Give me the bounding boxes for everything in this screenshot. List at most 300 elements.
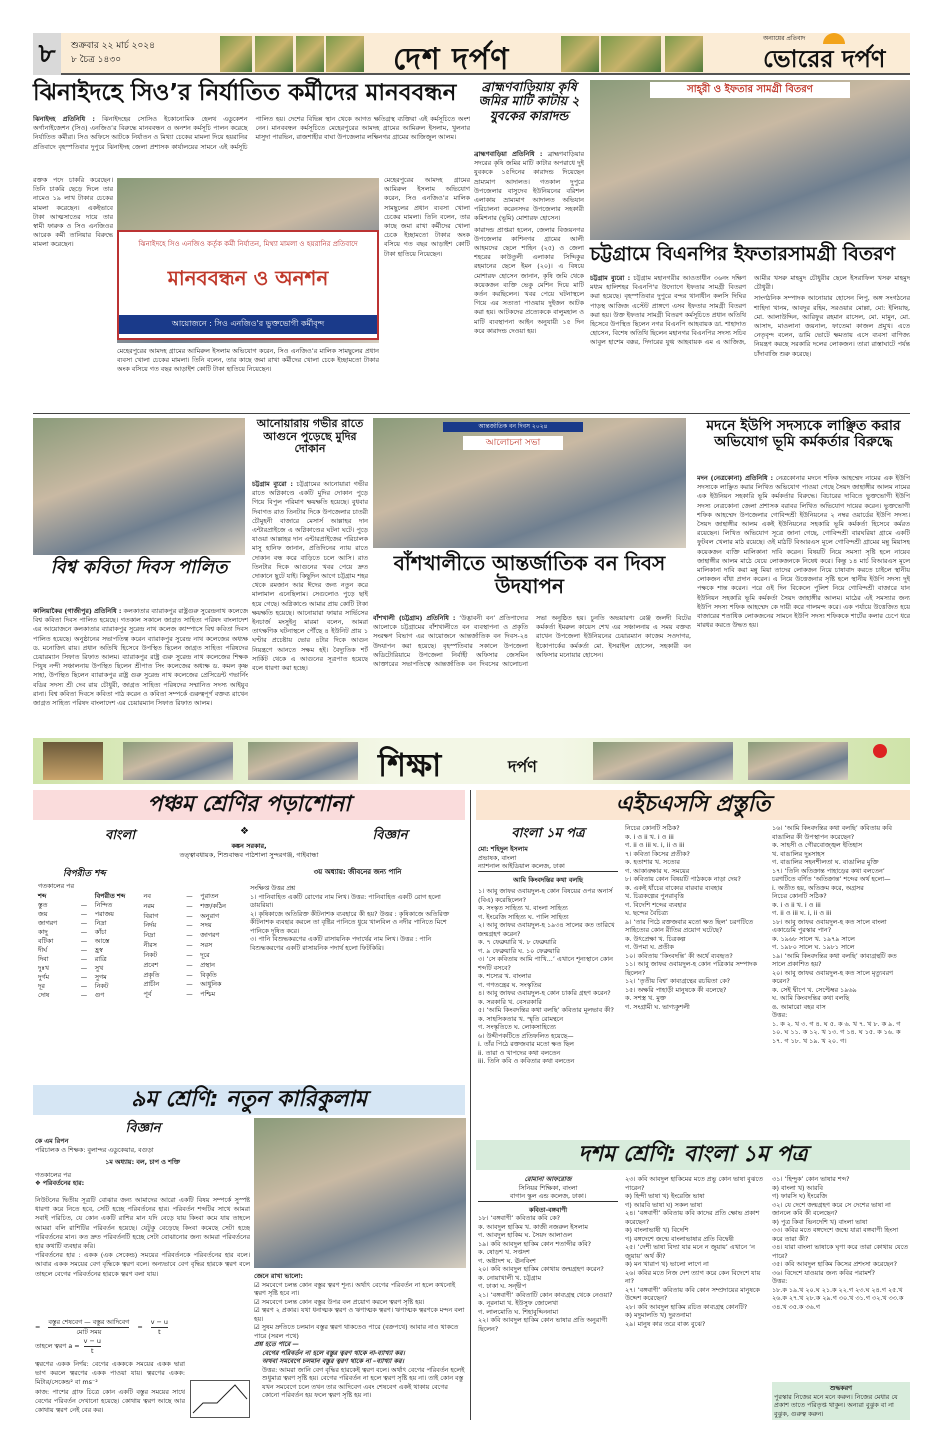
list-item: ক. সাহসী ও গৌরবোজ্জ্বল ইতিহাস [772, 841, 863, 849]
list-item: ২৪। ‘বঙ্গবাণী’ কবিতায় কবি কাদের প্রতি ক্ষোভ প্রকাশ করেছেন? [625, 1209, 760, 1226]
anowara-headline: আনোয়ারায় গভীর রাতে আগুনে পুড়েছে মুদির দোকান [256, 417, 364, 456]
header-photo [561, 36, 599, 72]
list-item: ১৮। ‘বঙ্গবাণী’ কবিতার কবি কে? [478, 1214, 560, 1222]
point-title: পরিবর্তনের হার: [42, 1179, 85, 1187]
formula-denominator: মোট সময় [76, 1327, 102, 1336]
list-item: ৩১। ‘হিন্দুক’ কোন ভাষার শব্দ? [772, 1175, 850, 1183]
list-item: গ) আরবি ভাষা ঘ) সকল ভাষা [625, 1200, 703, 1209]
list-item: ৯। ‘তার পিঠে রক্তজবার মতো ক্ষত ছিল’ চরণটিতে সাহিত্যের কোন রীতির প্রয়োগ ঘটেছে? [625, 917, 754, 934]
class5-author [33, 842, 465, 860]
science-section [250, 866, 465, 952]
subject-title: বাংলা ১ম পত্র [511, 826, 585, 841]
header-photo [255, 36, 293, 72]
table-cell: সুখ [94, 964, 104, 972]
table-cell: রাত্রি [94, 955, 107, 963]
subject-science: বিজ্ঞান [125, 1121, 161, 1136]
list-item: ১৮। আবু জাফর ওবায়দুল-হ কত সালে বাংলা একাডেমি পুরস্কার পান? [772, 917, 887, 934]
article-paragraph: ব্রাহ্মণবাড়িয়ার সদরের কৃষি জমির মাটি কাটার অপরাধে দুই যুবককে ১৫দিনের কারাদন্ড দিয়েছেন ভ্রাম্যমাণ আদালত। গতকাল দুপুরে উপজেলার বাসুদেব ইউনিয়নের বরিশল এলাকায় ভ্রাম্যমাণ আদালত অভিযান পরিচালনা করেনসদর উপজেলার সহকারী কমিশনার (ভূমি) মোশারফ হোসেন। [474, 150, 584, 223]
dateline: চট্টগ্রাম ব্যুরো : [252, 480, 293, 488]
antonym-table [38, 892, 138, 1000]
table-cell: আস্তে [94, 937, 110, 945]
topic-title: আমি কিংবদন্তির কথা বলছি [513, 875, 583, 884]
dash: — [186, 941, 193, 950]
dash: — [186, 911, 193, 920]
list-item: গ) বঙ্গদেশে জন্মে বাংলাভাষার প্রতি বিদ্বেষী [625, 1234, 734, 1243]
divider [33, 413, 910, 414]
table-cell: নির্দয় [143, 921, 157, 930]
dash: — [80, 955, 88, 963]
class9-photo [254, 1118, 466, 1268]
mcq-list [772, 1175, 910, 1311]
table-cell: জাগরণ [200, 931, 220, 940]
list-item: ৮। কবিতায় কোন বিষয়টি পাঠককে নাড়া দেয়? [625, 875, 741, 883]
banner-title: শিক্ষা [378, 746, 442, 784]
table-cell: শক্ত/কঠিন [200, 901, 226, 910]
table-cell: বিকৃতি [200, 970, 217, 979]
list-item: ঙ. আমারো বহর বাস [772, 1002, 826, 1011]
list-item: ১৯। ‘আমি কিংবদন্তির কথা বলছি’ কাব্যগ্রন্থটি কত সালে প্রকাশিত হয়? [772, 951, 897, 968]
dash: — [186, 931, 193, 940]
list-item: ২৬। কবির মতে নিজ দেশ ত্যাগ করে কেন বিদেশে যায় না? [625, 1268, 761, 1285]
list-item: গ. অষ্টাদশ ঘ. ঊনবিংশ [478, 1256, 536, 1265]
dateline: বাঁশখালী (চট্টগ্রাম) প্রতিনিধি : [373, 614, 456, 622]
list-item: ক. একই ধাঁচের বাক্যের বারবার ব্যবহার [625, 883, 723, 892]
article-paragraph: নেত্রকোনার মদনে শফিক আহম্মেদ নামের এক ইউপি সদস্যকে লাঞ্ছিত করার লিখিত অভিযোগ পাওয়া গেছে সৈয়দ জাহাঙ্গীর আলম নামের এক ইউনিয়ন সহকারি ভূমি কর্মকর্তার বিরুদ্ধে। বিচারের দাবিতে ভুক্তভোগী ইউপি সদস্য নেত্রকোনা জেলা প্রশাসক বরাবর লিখিত অভিযোগ দায়ের করেন। ভুক্তভোগী শফিক আহম্মেদ উপজেলার গোবিন্দশ্রী ইউনিয়নের ২ নম্বর ওয়ার্ডের ইউপি সদস্য। সৈয়দ জাহাঙ্গীর আলম একই ইউনিয়নের সহকারি ভূমি কর্মকর্তা হিসেবে কর্মরত রয়েছেন। লিখিত অভিযোগ সূত্রে জানা গেছে, গোবিন্দশ্রী বারঘরিয়া গ্রামে একটি ফুটবল খেলার মাঠ রয়েছে। ওই মাঠটি বিআরএস মূলে গোবিন্দশ্রী গ্রামের মন্নু মিয়াসহ কয়েকজন ব্যক্তি মালিকানা দাবি করেন। বিষয়টি নিয়ে সমস্যা সৃষ্টি হলে নায়েব জাহাঙ্গীর আলম মাঠে যেয়ে লোকজনকে নিষেধ করে। কিন্তু ১৪ মার্চ বিআরএস মূলে মালিকানা দাবি করা মন্নু মিয়া তাদের লোকজন নিয়ে চাষাবাদ করতে চাইলে স্থানীয় লোকজন বাঁধা প্রদান করেন। এ নিয়ে উত্তেজনার সৃষ্টি হলে স্থানীয় ইউপি সদস্য দুই পক্ষকে শান্ত করেন। পরে ওই দিন বিকেলে পুলিশ নিয়ে গোবিন্দশ্রী বাজারে যান ইউনিয়ন সহকারি ভূমি কর্মকর্তা সৈয়দ জাহাঙ্গীর আলম। মাঠের এই সমস্যার জন্য ইউপি সদস্য শফিক আহম্মেদ কে দায়ী করে গালমন্দ করে। এক পর্যায়ে উত্তেজিত হয়ে বাজারের শতাধিক লোকজনের সামনে ইউপি সদস্য শফিককে শার্টের কলার চেপে ধরে মারধর করতে উদ্ধত হয়। [697, 474, 910, 630]
table-cell: প্রস্থান [200, 960, 215, 969]
list-item: গ. ঢাকা ঘ. সন্দ্বীপ [478, 1282, 527, 1290]
list-item: ৩২। যে দেশে জন্মগ্রহণ করে সে দেশের ভাষা না জানলে কবি কী বলেছেন? [772, 1200, 891, 1217]
banner-line: মানববন্ধন ও অনশন [167, 266, 329, 290]
header-photo [296, 36, 324, 72]
list-item: ২। আবু জাফর ওবায়দুল-হ ১৯৩৪ সালের কত তারিখে জন্মগ্রহণ করেন? [478, 921, 615, 938]
list-item: অথবা সমবেগে চলমান বস্তুর ত্বরণ থাকে না –ব্যাখ্যা কর। [262, 1357, 404, 1365]
list-item: ☑ সমবেগে চলন্ত কোন বস্তুর উপর বল প্রয়োগ করলে ত্বরণ সৃষ্টি হয়। [254, 1297, 425, 1306]
banner-photo [748, 742, 848, 780]
dateline: কালিয়াকৈর (গাজীপুর) প্রতিনিধি : [33, 607, 122, 615]
table-cell: নিকট [143, 950, 158, 959]
list-item: গ. আবদুল হাকিম ঘ. সৈয়দ আলাওল [478, 1231, 573, 1239]
modon-article [697, 474, 910, 735]
logo-text: ভোরের দর্পণ [763, 45, 886, 73]
subject-bangla: বাংলা [104, 828, 136, 843]
list-item: গ. ii ও iii ঘ. i, ii ও iii [625, 841, 685, 849]
list-item: ১৯। কবি আবদুল হাকিম কোন শতাব্দীর কবি? [478, 1239, 592, 1248]
banner-photo [248, 742, 358, 780]
list-item: ক. শস্যের খ. বাংলার [478, 972, 532, 980]
forest-day-article [373, 614, 691, 735]
list-item: ক. নোয়াখালী খ. চট্টগ্রাম [478, 1273, 542, 1282]
hsc-title: এইচএসসি প্রস্তুতি [476, 790, 910, 820]
photo-banner-text: আন্তর্জাতিক বন দিবস ২০২৪ [443, 422, 583, 432]
photo-banner-text: আলোচনা সভা [463, 436, 563, 450]
answer-text: উত্তর: আমরা জানি বেগ বৃদ্ধির হারকেই ত্বরণ বলে। অর্থাৎ বেগের পরিবর্তন হলেই শুধুমাত্র ত্বরণ সৃষ্টি হয়। বেগের পরিবর্তন না হলে ত্বরণ সৃষ্টি হয় না। তাই কোন বস্তু যখন সমবেগে চলে তখন তার আদিবেগ এবং শেষবেগ একই থাকায় বেগের কোনো পরিবর্তন হয় ফলে ত্বরণ সৃষ্টি হয় না। [262, 1365, 465, 1399]
dash: — [80, 964, 88, 972]
class9-body [35, 1196, 250, 1316]
list-item: ২৯। মানুষ কার তরে বাক্য বুঝে? [625, 1319, 706, 1328]
list-item: ক) বাংলা খ) আরবি [772, 1183, 823, 1192]
table-cell: নিদ্রা [143, 931, 156, 940]
list-item: গ. গণতন্ত্রের ঘ. সংস্কৃতির [478, 980, 542, 989]
section-title: দেশ দর্পণ [393, 42, 510, 77]
table-cell: জয় [38, 910, 48, 918]
author-school: বাগান স্কুল এন্ড কলেজ, ঢাকা। [478, 1192, 618, 1202]
fact-list [254, 1281, 466, 1341]
question-list [254, 1349, 466, 1366]
list-item: ক. সশস্ত্র খ. মুক্ত [625, 994, 666, 1002]
dash: — [186, 892, 193, 900]
list-item: ৩৩। কবির মতে বঙ্গদেশে জন্মে যারা বঙ্গবাণী হিংসা করে তারা কী? [772, 1226, 899, 1243]
list-item: ১৮.ক ১৯.খ ২০.ঘ ২১.ক ২২.গ ২৩.ঘ ২৪.গ ২৫.খ ২৬.ক ২৭.খ ২৮.ক ২৯.গ ৩০.খ ৩১.গ ৩২.খ ৩৩.ক ৩৪.খ ৩৫.ক ৩৬.গ [772, 1285, 904, 1311]
list-item: ১। পানিবাহিত একটি রোগের নাম লিখ। উত্তর: পানিবাহিত একটি রোগ হলো ডায়রিয়া। [250, 892, 441, 909]
list-item: উত্তর: [772, 1277, 788, 1285]
list-item: ২১। ‘বঙ্গবাণী’ কবিতাটি কোন কাব্যগ্রন্থ থেকে নেওয়া? [478, 1290, 613, 1299]
article-paragraph: চট্টগ্রাম মহানগরীর আওতাধীন ৩৬নং দক্ষিণ মধ্যম হালিশহর বিএনপি'র উদ্যোগে ইফতার সামগ্রী বিতরণ করা হয়েছে। বৃহস্পতিবার দুপুরে বন্দর থানাধীন কলসি দিঘির পাড়স্থ আজিজ এস্টেট প্রাঙ্গণে এসব ইফতার সামগ্রী বিতরণ করা হয়। উক্ত ইফতার সামগ্রী বিতরণ কর্মসূচিতে প্রধান অতিথি হিসেবে উপস্থিত ছিলেন নগর বিএনপি আহবায়ক ডা. শাহাদাত হোসেন, বিশেষ অতিথি ছিলেন মহানগর বিএনপির সদস্য সচিব আবুল হাশেম বক্কর, দিদারের যুগ্ম আহবায়ক এম এ আজিজ, আমীর খসরু মাহমুদ চৌধুরীর ছেলে ইসরাফিল খসরু মাহমুদ চৌধুরী। [590, 274, 910, 347]
list-item: ৩৪। যারা বাংলা ভাষাকে ঘৃণা করে তারা কোথায় যেতে পারে? [772, 1243, 909, 1260]
list-item: ক. সাহসিকতার খ. স্মৃতি রোমন্থনে [478, 1014, 564, 1023]
header-photo [326, 36, 364, 72]
page-header [33, 33, 910, 75]
antonym-section [38, 866, 243, 1000]
forest-day-headline: বাঁশখালীতে আন্তর্জাতিক বন দিবস উদযাপন [393, 551, 666, 598]
table-cell: দোষ [38, 991, 50, 999]
dash: — [80, 946, 88, 954]
list-item: গ. ইংরেজি সাহিত্য ঘ. পালি সাহিত্য [478, 912, 569, 921]
list-item: গ. ii ও iii ঘ. i, ii ও iii [772, 909, 832, 917]
good-to-know [254, 1272, 466, 1400]
ctg-headline: চট্টগ্রামে বিএনপির ইফতারসামগ্রী বিতরণ [590, 243, 896, 265]
lead-article-intro [33, 115, 470, 175]
table-cell: সরস [200, 941, 213, 950]
table-cell: প্রকৃতি [143, 970, 160, 979]
list-item: বেগের পরিবর্তন না হলে বস্তুর ত্বরণ থাকে না-ব্যাখ্যা কর। [262, 1348, 405, 1357]
poetry-day-photo [33, 418, 245, 555]
list-item: i. তাঁর পিঠে রক্তজবার মতো ক্ষত ছিল [478, 1040, 574, 1048]
table-cell: আধুনিক [200, 980, 222, 989]
brahmanbaria-headline: ব্রাহ্মণবাড়িয়ায় কৃষি জমির মাটি কাটায় ২ যুবকের কারাদন্ড [478, 79, 580, 123]
list-item: নিচের কোনটি সঠিক? [625, 824, 680, 832]
list-item: ক) হিন্দী ভাষা খ) ইংরেজি ভাষা [625, 1192, 705, 1200]
list-item: গ. ১৯৮০ সালে ঘ. ১৯৮১ সালে [772, 943, 855, 951]
graph-line [191, 1381, 249, 1417]
subject-science: বিজ্ঞান [372, 828, 408, 843]
banner-photo [123, 742, 233, 780]
article-paragraph: কলকাতার ব্যারাকপুর রাষ্ট্রগুরু সুরেন্দ্রনাথ কলেজে বিশ্ব কবিতা দিবস পালিত হয়েছে। গতকাল সকালে জাগ্রত সাহিত্য পরিষদ বাংলাদেশ এর আয়োজনে কলকাতার ব্যারাকপুর সুরেন্দ্র নাথ কলেজ ক্যাম্পাসে বিশ্ব কবিতা দিবস পালিত হয়েছে। অনুষ্ঠানের সভাপতিত্ব করেন ব্যারাকপুর সুরেন্দ্র নাথ কলেজের অধ্যক্ষ ড. মনোজিৎ রায়। প্রধান অতিথি হিসেবে উপস্থিত ছিলেন জাগ্রত সাহিত্য পরিষদের চেয়ারম্যান সিফাত রিফাত আলম। ব্যারাকপুর রাষ্ট্র গুরু সুরেন্দ্র নাথ কলেজের শিক্ষক পিযুষ নন্দী সঞ্চালনায় উপস্থিত ছিলেন শ্রীপাত সিং কলেজের অধ্যক্ষ ড. কমল কৃষ্ণ সাহা, উপস্থিত ছিলেন ব্যারাকপুর রাষ্ট্র গুরু সুরেন্দ্র নাথ কলেজের প্রেসিডেন্ট গভার্নিং বডির সদস্য শ্রী দেব রায় চৌধুরী, জাগ্রত সাহিত্য পরিষদের সম্মানিত সদস্য আইয়ুব রানা। বিশ্ব কবিতা দিবসে কবিতা পাঠ করেন ও কবিতা সম্পর্কে গুরুত্বপূর্ণ বক্তব্য রাখেন জাগ্রত সাহিত্য পরিষদ বাংলাদেশ এর চেয়ারম্যান সিফাত রিফাত আলম। [33, 607, 248, 708]
table-cell: অনুরাগ [200, 911, 220, 920]
article-paragraph: কারাদন্ড প্রাপ্তরা হলেন, জেলার বিজয়নগর উপজেলার কাশিনগর গ্রামের আলী আহমদের ছেলে শাহিন (২৫) ও জেলা শহরের কাউতুলী এলাকার সিদ্দিকুর রহমানের ছেলে ইমন (২০)। এ বিষয়ে মোশারফ হোসেন জানান, কৃষি জমি থেকে কয়েকজন ব্যক্তি ভেকু মেশিন দিয়ে মাটি কর্তন করছিলেন। খবর পেয়ে ঘটনাস্থলে গিয়ে এর সত্যতা পাওয়ায় দুইজন আটক করা হয়। আটকদের প্রত্যেককে বালুমহাল ও মাটি ব্যবস্থাপনা আইন অনুযায়ী ১৫ দিন করে কারাদন্ড দেওয়া হয়। [474, 225, 584, 335]
dash: — [186, 901, 193, 910]
lead-article-col [117, 347, 379, 399]
dateline: ঝিনাইদহ প্রতিনিধি : [33, 115, 95, 123]
list-item: ক. সরকারি খ. বেসরকারি [478, 997, 542, 1006]
newspaper-logo [763, 35, 886, 81]
class9-title: ৯ম শ্রেণি: নতুন কারিকুলাম [33, 1085, 465, 1115]
dash: — [186, 990, 193, 999]
list-item: গ. বিদেশি শব্দের ব্যবহার [625, 900, 687, 909]
list-item: ক. ষোড়শ খ. সপ্তদশ [478, 1248, 530, 1256]
article-paragraph: মেহেরপুরের আমদহ গ্রামের আমিরুল ইসলাম অভিযোগ করেন, সিও এনজিও’র মালিক সামছুলের প্রধান ব্যবসা খোলা চেকের মামলা। তিনি বলেন, তার কাছে জমা রাখা কর্মীদের খোলা চেকে ইচ্ছামতো টাকার অংক বসিয়ে গত বছর আড়াইশ কোটি টাকা হাতিয়ে নিয়েছেন। [384, 176, 470, 258]
table-cell: নরম [143, 901, 155, 910]
class9-author [35, 1137, 250, 1188]
author-role: পরিচালক ও শিক্ষক: বুলান্দর এডুকেয়ার, বগুড়া [35, 1145, 154, 1154]
list-item: ৩৬। বিদেশে যাওয়ার জন্য কবির পরামর্শ? [772, 1268, 875, 1277]
issue-date [71, 39, 155, 67]
table-cell: হ্রস্ব [94, 946, 103, 954]
class9-body [35, 1360, 185, 1422]
logo-tagline: অন্যায়ের প্রতিবাদ [763, 35, 806, 42]
table-cell: বিরাগ [143, 911, 159, 920]
dash: — [186, 980, 193, 989]
table-cell: বটিকা [38, 937, 54, 945]
poetry-day-article [33, 607, 248, 735]
list-item: ১২। ‘তৃতীয় বিশ্ব’ কাব্যগ্রন্থের রচয়িতা কে? [625, 977, 731, 985]
list-item: ক. i ও ii খ. i ও iii [625, 832, 674, 841]
dash: — [80, 973, 88, 981]
list-item: ৩। পানি বিশুদ্ধকরণের একটি রাসায়নিক পদার্থের নাম লিখ। উত্তর : পানি বিশুদ্ধকরণের একটি রাসায়নিক পদার্থ হলো ফিটকিরি। [250, 935, 432, 952]
list-item: ২২। কবি আবদুল হাকিম কোন ভাষার প্রতি অনুরাগী ছিলেন? [478, 1316, 608, 1333]
list-item: ক. হতাশার খ. সত্যের [625, 858, 680, 866]
list-item: ২। কৃষিকাজে অতিরিক্ত কীটনাশক ব্যবহারে কী হয়? উত্তর : কৃষিকাজে অতিরিক্ত কীটনাশক ব্যবহার করলে তা বৃষ্টির পানিতে ধুয়ে খালবিল ও নদীর পানিতে মিশে পানিকে দূষিত করে। [250, 909, 450, 935]
class10-col1 [478, 1175, 618, 1333]
class10-title: দশম শ্রেণি: বাংলা ১ম পত্র [476, 1140, 910, 1170]
section-label: প্রশ্ন হতে পারে — [254, 1340, 299, 1348]
dash: — [186, 970, 193, 979]
dash: — [80, 910, 88, 918]
header-photo [665, 36, 703, 72]
table-cell: গুণ [94, 991, 105, 999]
list-item: গ. লালমোতি ঘ. শিহাবুদ্দিননামা [478, 1307, 559, 1316]
list-item: ২০। কবি আবদুল হাকিম কোথায় জন্মগ্রহণ করেন? [478, 1265, 604, 1273]
article-paragraph: মেহেরপুরের আমদহ গ্রামের আমিরুল ইসলাম অভিযোগ করেন, সিও এনজিও’র মালিক সামছুলের প্রধান ব্যবসা খোলা চেকের মামলা। তিনি বলেন, তার কাছে জমা রাখা কর্মীদের খোলা চেকে ইচ্ছামতো টাকার অংক বসিয়ে গত বছর আড়াইশ কোটি টাকা হাতিয়ে নিয়েছেন। [117, 347, 379, 374]
list-item: ক) মন খারাপ খ) ভালো লাগে না [625, 1260, 709, 1268]
dash: — [80, 901, 88, 909]
dash: — [80, 982, 88, 990]
education-banner [33, 738, 910, 784]
apple-icon [873, 744, 887, 758]
list-item: ২৭। ‘বঙ্গবাণী’ কবিতায় কবি কোন সম্প্রদায়ের মানুষকে উদ্দেশ করেছেন? [625, 1285, 760, 1302]
books-icon [43, 742, 103, 780]
page-number: ৮ [33, 33, 61, 75]
list-item: ক. উৎপ্রেক্ষা খ. চিত্রকল্প [625, 934, 686, 943]
table-cell: সুগম [94, 973, 107, 981]
header-photo [601, 36, 661, 72]
list-item: ক. i ও ii খ. i ও iii [772, 900, 821, 909]
table-cell: নিদ্রা [94, 919, 107, 927]
mcq-list [625, 1175, 765, 1328]
list-item: নিউটনের দ্বিতীয় সূত্রটি বোঝার জন্য আমাদের আরো একটি বিষয় সম্পর্কে সুস্পষ্ট ধারণা করে নিতে হবে, সেটি হচ্ছে পরিবর্তনের হার। পরিবর্তন শব্দটির সাথে আমরা সবাই পরিচিত, যে কোন একটি রাশির মান যদি বেড়ে যায় কিংবা কমে যায় তাহলে আমরা বলি রাশিটির পরিবর্তন হয়েছে। যেটুকু বেড়েছে কিংবা কমেছে সেটা হচ্ছে পরিবর্তনের মান। কত দ্রুত পরিবর্তনটি হচ্ছে সেটা বোঝানোর জন্য আমরা পরিবর্তনের হার কথাটি ব্যবহার করি। [35, 1196, 250, 1251]
list-item: ক) বাংলাভাষী খ) বিদেশি [625, 1226, 689, 1234]
table-cell: জাগরণ [38, 919, 58, 927]
list-item: ক) মদুমালতি খ) দুরতনামা [625, 1311, 692, 1319]
list-item: iii. তিনি কবি ও কবিতার কথা বলতেন [478, 1057, 575, 1065]
dash: — [80, 991, 88, 999]
class5-title: পঞ্চম শ্রেণির পড়াশোনা [33, 790, 465, 820]
continued-label: গতকালের পর [38, 882, 75, 890]
table-cell: দুঃখ [38, 964, 49, 972]
table-header: শব্দ [38, 892, 47, 900]
dash: — [80, 928, 88, 936]
table-cell: সদয় [200, 921, 212, 930]
dash: — [186, 921, 193, 930]
list-item: ১৬। ‘আমি কিংবদন্তির কথা বলছি’ কবিতায় কবি বাঙালির কী উপস্থাপন করেছেন? [772, 824, 892, 841]
forest-day-photo [373, 418, 686, 548]
list-item: ii. তারা ও খাপদের কথা বলতেন [478, 1048, 561, 1057]
list-item: ১৫। অক্ষরি পাহাড়ী মানুষকে কী বলেছে? [625, 985, 727, 994]
lead-article-col [33, 176, 113, 398]
table-cell: দূর [38, 982, 45, 990]
mcq-list [772, 824, 910, 1045]
dateline: ব্রাহ্মণবাড়িয়া প্রতিনিধি : [474, 150, 543, 158]
article-paragraph: চট্টগ্রামের আনোয়ারা গভীর রাতে অগ্নিকাণ্ডে একটি মুদির দোকান পুড়ে গিয়ে বিপুল পরিমাণ ক্ষয়ক্ষতি হয়েছে। বুধবার দিবাগত রাত তিনটার দিকে উপজেলার চাতরী চৌমুহনী বাজারে মেসার্স আল্লাহর দান এন্টারপ্রাইজে এ অগ্নিকাণ্ডের ঘটনা ঘটে। পুড়ে যাওয়া আল্লাহর দান এন্টারপ্রাইজের পরিচালক মাসু হানিফ জানান, প্রতিদিনের ন্যায় রাতে দোকান বন্ধ করে বাড়িতে চলে আসি। রাত তিনটার দিকে আগুনের খবর পেয়ে দ্রুত দোকানে ছুটে যাই। কিছুদিন আগে চট্টগ্রাম শহর থেকে রমজান আর ঈদের জন্য নতুন করে মালামাল এনেছিলাম। সেগুলোও পুড়ে ছাই হয়ে গেছে। অগ্নিকাণ্ডে আমার প্রায় কোটি টাকা ক্ষয়ক্ষতি হয়েছে। আনোয়ারা ফায়ার সার্ভিসের ইনচার্জ মংসুইনু মারমা বলেন, আমরা তাৎক্ষণিক ঘটনাস্থলে পৌঁছে ৪ ইউনিট প্রায় ১ ঘণ্টার প্রচেষ্টায় ভোর ৪টার দিকে আগুন নিয়ন্ত্রণে আনতে সক্ষম হই। বৈদ্যুতিক শর্ট সার্কিট থেকে এ আগুনের সূত্রপাত হয়েছে বলে ধারণা করা হচ্ছে। [252, 480, 368, 673]
table-cell: নীরস [143, 941, 157, 950]
poetry-day-headline: বিশ্ব কবিতা দিবস পালিত [50, 557, 228, 578]
formula-label: তাহলে ত্বরণ a = [35, 1341, 80, 1350]
note-title: শুদ্ধকরণ [829, 1384, 853, 1392]
dateline: মদন (নেত্রকোনা) প্রতিনিধি : [697, 474, 774, 482]
list-item: ক) পুত্র কিবা ভিনদেশি খ) বাংলা ভাষা [772, 1217, 868, 1226]
list-item: খ. চিত্রকল্পের পুনরাবৃত্তি [625, 892, 684, 900]
list-item: ৫। ‘আমি কিংবদন্তির কথা বলছি’ কবিতার মূলভাব কী? [478, 1006, 614, 1014]
author-name: রোমানা আফরোজ [524, 1175, 572, 1183]
question-type: সংক্ষিপ্ত উত্তর প্রশ্ন [250, 884, 296, 892]
list-item: গ) ফারসি ঘ) ইংরেজি [772, 1192, 828, 1200]
table-cell: পশ্চিম [200, 990, 216, 999]
list-item: ক. নূরনামা খ. ইউসুফ জোলেখা [478, 1299, 558, 1307]
acceleration-formula: = বস্তুর শেষবেগ — বস্তুর আদিবেগ মোট সময় = $\frac{v - u}{t}$ তাহলে ত্বরণ a = $\frac{v - u}{t}$ [35, 1318, 168, 1355]
qa-list [250, 893, 465, 953]
table-cell: প্রাচীন [143, 980, 160, 989]
list-item: উত্তর: [772, 1011, 788, 1019]
list-item: i. অতীত হয়, অতিক্রম করে, অগ্রসর [772, 883, 864, 892]
table-cell: দিবা [38, 955, 49, 963]
author-role: সিনিয়র শিক্ষিকা, বাংলা [518, 1183, 578, 1192]
list-item: ঘ. ছন্দের বৈচিত্র্য [625, 909, 669, 917]
author-name: কঙ্কন সরকার, [231, 842, 267, 850]
list-item: খ. বাঙালির দুঃসাহস [772, 849, 825, 858]
list-item: ২৫। ‘দেশী ভাষা বিদ্যা যার মনে ন জুয়ায়’ এখানে ‘ন জুয়ায়’ অর্থ কী? [625, 1243, 755, 1260]
banner-subtitle: দর্পণ [508, 757, 537, 776]
list-item: কাজ: পাশের গ্রাফ চিত্রে কোন একটি বস্তুর সময়ের সাথে বেগের পরিবর্তন দেখানো হয়েছে। কোথায় ত্বরণ আছে আর কোথায় ত্বরণ নেই বের কর। [35, 1387, 185, 1415]
continued-label: গতকালের পর [35, 1170, 72, 1179]
list-item: গ. ৯ ফেব্রুয়ারি ঘ. ১০ ফেব্রুয়ারি [478, 946, 560, 955]
dash: — [80, 919, 88, 927]
dash: — [186, 960, 193, 969]
list-item: ক. সংস্কৃত সাহিত্য খ. বাংলা সাহিত্য [478, 904, 568, 912]
table-cell: নব [143, 892, 151, 900]
mcq-list [478, 1214, 618, 1333]
list-item: ১১। আবু জাফর ওবায়দুল-হ কোন পত্রিকার সম্পাদক ছিলেন? [625, 960, 757, 977]
list-item: ☑ সমবেগে চলন্ত কোন বস্তুর ত্বরণ শূন্য। অর্থাৎ বেগের পরিবর্তন না হলে কখনোই ত্বরণ সৃষ্টি হবে না। [254, 1280, 456, 1297]
section-label: জেনে রাখা ভালো: [254, 1272, 303, 1280]
table-header [81, 892, 95, 901]
list-item: ৪। আবু জাফর ওবায়দুল-হ কোন চাকরি গ্রহণ করেন? [478, 989, 611, 997]
list-item: গ. উপমা ঘ. প্রতীক [625, 943, 674, 951]
ctg-article [590, 274, 910, 410]
formula-denominator: t [158, 1327, 161, 1336]
table-header: বিপরীত শব্দ [94, 892, 126, 900]
list-item: গ. বাঙালির সহনশীলতা ঘ. বাঙালির মুক্তি [772, 858, 879, 866]
list-item: ২০। আবু জাফর ওবায়দুল-হ কত সালে মৃত্যুবরণ করেন? [772, 968, 894, 985]
list-item: ১. ক ২. খ ৩. গ ৪. ঘ ৫. ক ৬. খ ৭. খ ৮. ক ৯. গ ১০. ঘ ১১. ক ১২. খ ১৩. গ ১৪. ঘ ১৫. ক ১৬. ক ১৭. গ ১৮. খ ১৯. খ ২০. গ। [772, 1019, 901, 1045]
list-item: ১। আবু জাফর ওবায়দুল-হ কোন বিষয়ের ওপর অনার্স (বিএ) করেছিলেন? [478, 887, 613, 904]
list-item: গ. আকাঙ্ক্ষার ঘ. সময়ের [625, 866, 690, 875]
list-item: ☑ সুষম দ্রুতিতে চলমান বস্তুর ত্বরণ থাকতেও পারে (বক্রপথে) আবার নাও থাকতে পারে (সরল পথে) [254, 1323, 459, 1340]
list-item: ঘ. আমি কিংবদন্তির কথা বলছি [772, 994, 850, 1002]
list-item: পরিবর্তনের হার : একক (এক সেকেন্ড) সময়ের পরিবর্তনকে পরিবর্তনের হার বলে। আবার একক সময়ের বেগ বৃদ্ধিকে ত্বরণ বলে। অন্যভাবে বেগ বৃদ্ধির হারকে ত্বরণ বলে তাহলে বেগের পরিবর্তনের হারকে ত্বরণ বলা যায়। [35, 1251, 250, 1278]
lead-article-col [384, 176, 470, 346]
velocity-time-graph [190, 1380, 250, 1418]
list-item: নিচের কোনটি সঠিক? [772, 892, 827, 900]
list-item: গ. সংস্কৃতিতে ঘ. লোকসাহিত্যে [478, 1023, 557, 1031]
protest-banner [117, 230, 379, 340]
table-cell: প্রবেশ [143, 960, 159, 969]
dateline: চট্টগ্রাম ব্যুরো : [590, 274, 631, 282]
diamond-icon: ❖ [35, 1179, 43, 1187]
lead-photo [117, 178, 379, 343]
author-role: তত্ত্বাবধায়ক, শিশুবান্ধব পাঠশালা সুন্দরগঞ্জ, গাইবান্ধা [179, 851, 319, 859]
table-cell: দূরে [200, 950, 210, 959]
article-paragraph: ঝিনাইদহের সোসিও ইকোনোমিক হেলথ এডুকেশন অর্গানাইজেশন (সিও) এনজিও’র বিরুদ্ধে মানববন্ধন ও অনশন কর্মসূচি পালন করেছে নির্যাতিত কর্মীরা। সিও অফিসে আটকে নির্যাতন ও মিথ্যা চেকের মামলা দিয়ে হয়রানির প্রতিবাদে বৃহস্পতিবার দুপুরে ঝিনাইদহ জেলা প্রশাসক কার্যালয়ের সামনে এই কর্মসূচি পালিত হয়। দেশের বিভিন্ন স্থান থেকে আগত ক্ষতিগ্রস্থ ব্যক্তিরা এই কর্মসূচিতে অংশ নেন। মানববন্ধন কর্মসূচিতে মেহেরপুরের আমদহ গ্রামের আমিরুল ইসলাম, খুলনার মাসুদা পারভিন, রাজশাহীর বাঘা উপজেলার লক্ষিনগর গ্রামের আজিজুল আলম। [33, 115, 470, 151]
table-cell: কাদু [38, 928, 48, 936]
author-college: ন্যাশনাল আইডিয়াল কলেজ, ঢাকা [478, 862, 618, 872]
banner-photo [593, 742, 733, 780]
formula-numerator: v − u [150, 1318, 168, 1326]
table-cell: পুরাতন [200, 892, 219, 900]
list-item: ত্বরণের একক নির্ণয়: বেগের একককে সময়ের একক দ্বারা ভাগ করলে ত্বরণের একক পাওয়া যায়। ত্বরণের একক: মিটার/সেকেন্ড² বা ms⁻² [35, 1360, 185, 1387]
author-name: কে এম রিপন [35, 1137, 69, 1145]
date-gregorian: শুক্রবার ২২ মার্চ ২০২৪ [71, 41, 155, 51]
modon-headline: মদনে ইউপি সদস্যকে লাঞ্ছিত করার অভিযোগ ভূমি কর্মকর্তার বিরুদ্ধে [706, 418, 901, 451]
antonym-table [144, 892, 244, 1000]
list-item: ☑ ত্বরণ ২ প্রকার। যথা ধনাত্মক ত্বরণ ও ঋণাত্মক ত্বরণ। ঋণাত্মক ত্বরণকে মন্দন বলা হয়। [254, 1306, 465, 1323]
banner-line: আয়োজনে : সিও এনজিও'র ভুক্তভোগী কর্মীবৃন্দ [119, 315, 377, 334]
brahmanbaria-article [474, 150, 584, 410]
list-item: ২৩। কবি আবদুল হাকিমের মতে প্রভু কোন ভাষা বুঝতে পারেন? [625, 1175, 763, 1192]
hsc-col1 [478, 824, 618, 1066]
ctg-photo [590, 80, 910, 240]
list-item: ক. আবদুল হাকিম খ. কাজী নজরুল ইসলাম [478, 1222, 588, 1231]
table-cell: নিন্দিত [94, 901, 113, 909]
lead-headline: ঝিনাইদহে সিও’র নির্যাতিত কর্মীদের মানববন্ধন [33, 80, 457, 106]
table-cell: কাঁচা [94, 928, 107, 936]
photo-banner-text: সাহ্‌রী ও ইফতার সামগ্রী বিতরণ [650, 82, 850, 98]
list-item: ১০। কবিতায় ‘কিংবদন্তি’ কী অর্থে ব্যবহৃত? [625, 951, 733, 960]
topic-title: কবিতা-বঙ্গবাণী [528, 1205, 568, 1214]
date-bengali: ৮ চৈত্র ১৪৩০ [71, 55, 122, 65]
article-paragraph: ‘উদ্ভাবনী বন’ প্রতিপাদ্যের আলোকে চট্টগ্রামের বাঁশখালীতে বন ব্যবস্থাপনা ও প্রকৃতি সংরক্ষণ বিভাগ এর আয়োজনে আন্তর্জাতিক বন দিবস-২৪ উদযাপন করা হয়েছে। বৃহস্পতিবার সকালে উপজেলা অডিটোরিয়ামে উপজেলা নির্বাহী অফিসার জেসমিন আক্তারের সভাপতিত্বে আন্তর্জাতিক বন দিবসের আলোচনা সভা অনুষ্ঠিত হয়। চুনতি অভয়ারণ্য রেঞ্জ জলদী বিটের কর্মকর্তা ইমরুল কায়েস শেখ এর সঞ্চালনায় এ সময় বক্তব্য রাখেন উপজেলা ইউনিয়নের চেয়ারম্যান কাজেম সওদাগর, ইকোপার্কের কর্মকর্তা মো. ইসরাইল হোসেন, সহকারী বন অফিসার মনোয়ার হোসেন। [373, 614, 691, 669]
list-item: ক. সেই দ্বীপে খ. সেপ্টেম্বর ১৯৬৯ [772, 985, 857, 994]
banner-line: ঝিনাইদহে সিও এনজিও কর্তৃক কর্মী নির্যাতন, মিথ্যা মামলা ও হয়রানির প্রতিবাদে [138, 240, 358, 248]
formula-numerator: বস্তুর শেষবেগ — বস্তুর আদিবেগ [48, 1318, 130, 1326]
list-item: ক. ১৯৬৮ সালে খ. ১৯৭৯ সালে [772, 934, 855, 943]
list-item: ক. ৭ ফেব্রুয়ারি খ. ৮ ফেব্রুয়ারি [478, 938, 557, 946]
list-item: গ. সংগ্রামী ঘ. ভাগ্যকুশলী [625, 1002, 690, 1011]
table-cell: নিকট [94, 982, 109, 990]
list-item: ৬। উদ্দীপকটিতে প্রতিফলিত হয়েছে— [478, 1031, 574, 1040]
article-paragraph: রক্তক পদে চাকরি করেছেন। তিনি চাকরি ছেড়ে দিলে তার নামেও ১৯ লাখ টাকার চেকের মামলা করেছেন। একইভাবে টাকা আত্মসাতের দায়ে তার স্বামী ফারুক ও সিও এনজিওর আরেক কর্মী তানিয়ার বিরুদ্ধে মামলা করেছেন। [33, 176, 113, 249]
table-cell: পরাজয় [94, 910, 114, 918]
note-text: পুরস্কার নিজের মনে মনে করুন। নিজের মেধার যে প্রকাশ তাতে পরিতৃপ্ত থাকুন। অন্যরা বুঝুক বা না বুঝুক, গুরুত্ব করুন। [774, 1392, 898, 1418]
mcq-list [478, 887, 618, 1066]
header-photo [220, 36, 252, 72]
chapter-title: ১ম অধ্যায়: বল, চাপ ও শক্তি [105, 1158, 180, 1166]
author-name: মো: শহিদুল ইসলাম [478, 845, 528, 853]
table-cell: দীর্ঘ [38, 946, 48, 954]
mcq-list [625, 824, 765, 1011]
antonym-title: বিপরীত শব্দ [63, 869, 106, 879]
list-item: ১৭। ‘তিনি অতিক্রান্ত পাহাড়ের কথা বলতেন’ চরণটিতে বর্ণিত ‘অতিক্রান্ত’ শব্দের অর্থ হলো— [772, 866, 891, 883]
anowara-article [252, 480, 368, 735]
list-item: ৩৫। কবি আবদুল হাকিম কিসের প্রশংসা করেছেন? [772, 1260, 898, 1268]
